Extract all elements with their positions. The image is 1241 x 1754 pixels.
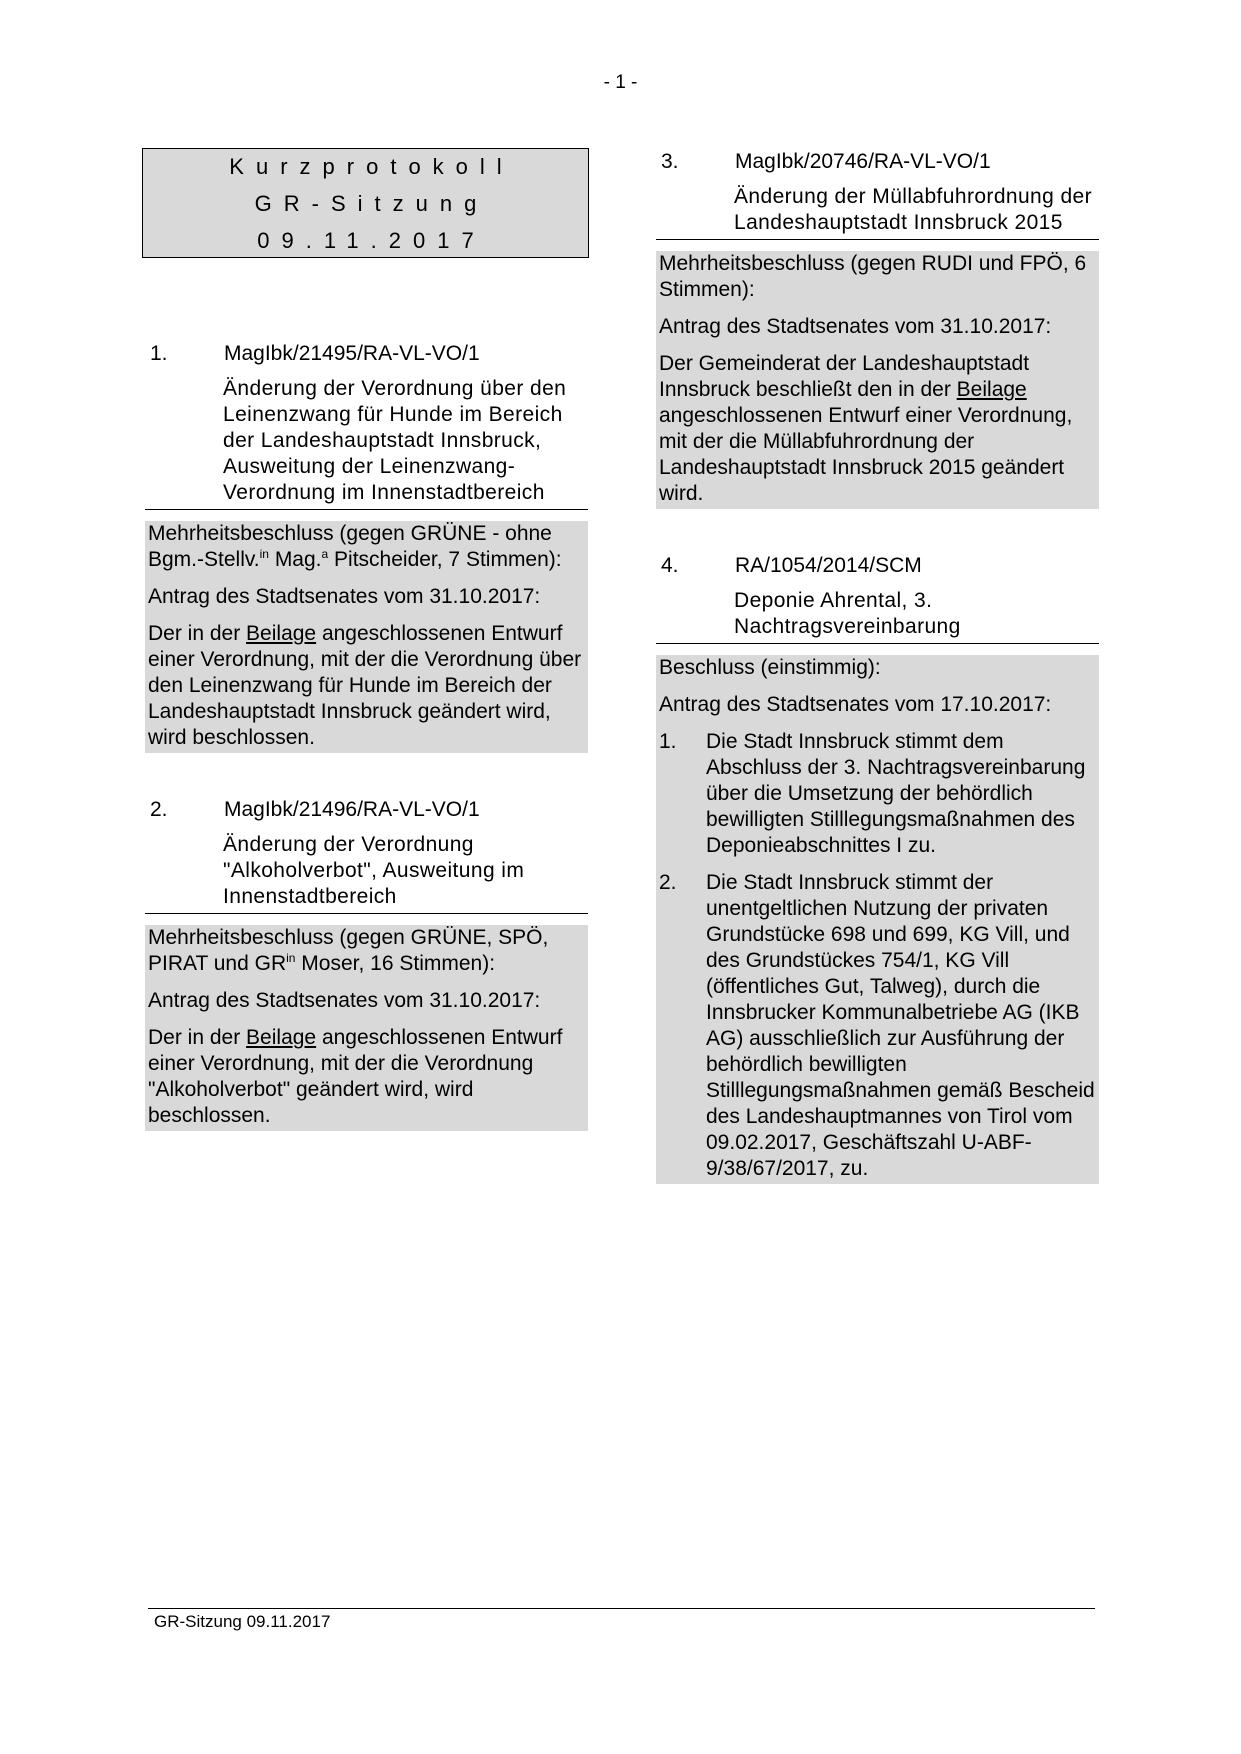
vote-result: Mehrheitsbeschluss (gegen GRÜNE - ohne Bgm.-Stellv.$^{in}$ Mag.$^a$ Pitscheider, 7 Stimmen): [148,522,562,571]
vote-result: Mehrheitsbeschluss (gegen RUDI und FPÖ, 6 Stimmen): [659,252,1087,301]
point-text: Die Stadt Innsbruck stimmt der unentgeltlichen Nutzung der privaten Grundstücke 698 und 699, KG Vill, und des Grundstückes 754/1, KG Vill (öffentliches Gut, Talweg), durch die Innsbrucker Kommunalbetriebe AG (IKB AG) ausschließlich zur Ausführung der behördlich bewilligten Stilllegungsmaßnahmen gemäß Bescheid des Landeshauptmannes von Tirol vom 09.02.2017, Geschäftszahl U-ABF-9/38/67/2017, zu. [706,871,1095,1180]
item-header [656,552,1099,579]
item-number: 2. [150,798,168,821]
resolution-block [145,925,588,1131]
title-line-3: 09.11.2017 [257,227,486,253]
resolution-text: Der in der Beilage angeschlossenen Entwurf einer Verordnung, mit der die Verordnung "Alkoholverbot" geändert wird, wird beschlossen. [148,1026,563,1127]
item-subject: Deponie Ahrental, 3. Nachtragsvereinbarung [656,588,1099,644]
item-number: 4. [661,554,679,577]
motion-line: Antrag des Stadtsenates vom 31.10.2017: [659,315,1052,338]
motion-line: Antrag des Stadtsenates vom 17.10.2017: [659,693,1052,716]
item-number: 3. [661,150,679,173]
item-reference: RA/1054/2014/SCM [735,554,922,577]
page-number: - 1 - [603,72,638,93]
item-header [145,796,588,823]
title-line-1: Kurzprotokoll [229,153,514,179]
point-number: 2. [659,871,677,894]
agenda-item-3 [656,148,1099,509]
beilage-link[interactable]: Beilage [956,378,1027,401]
point-text: Die Stadt Innsbruck stimmt dem Abschluss der 3. Nachtragsvereinbarung über die Umsetzung der behördlich bewilligten Stilllegungsmaßnahmen des Deponieabschnittes I zu. [706,730,1086,857]
resolution-block [145,521,588,753]
beilage-link[interactable]: Beilage [246,622,317,645]
point-number: 1. [659,730,677,753]
item-reference: MagIbk/20746/RA-VL-VO/1 [735,150,991,173]
beilage-link[interactable]: Beilage [246,1026,317,1049]
vote-result: Mehrheitsbeschluss (gegen GRÜNE, SPÖ, PIRAT und $GR^{in}$ Moser, 16 Stimmen): [148,926,549,975]
resolution-block [656,251,1099,509]
footer-text: GR-Sitzung 09.11.2017 [154,1612,331,1631]
agenda-item-2 [145,796,588,1131]
item-subject: Änderung der Müllabfuhrordnung der Landeshauptstadt Innsbruck 2015 [656,184,1099,240]
item-subject: Änderung der Verordnung "Alkoholverbot", Ausweitung im Innenstadtbereich [145,832,588,914]
item-number: 1. [150,342,168,365]
title-line-2: GR-Sitzung [254,190,489,216]
motion-line: Antrag des Stadtsenates vom 31.10.2017: [148,585,541,608]
item-header [656,148,1099,175]
item-header [145,340,588,367]
resolution-block [656,655,1099,1184]
item-reference: MagIbk/21495/RA-VL-VO/1 [224,342,480,365]
right-column [656,148,1099,1184]
left-column [145,148,588,1131]
item-reference: MagIbk/21496/RA-VL-VO/1 [224,798,480,821]
resolution-point [659,870,1096,1182]
resolution-text: Der Gemeinderat der Landeshauptstadt Innsbruck beschließt den in der Beilage angeschlossenen Entwurf einer Verordnung, mit der die Müllabfuhrordnung der Landeshauptstadt Innsbruck 2015 geändert wird. [659,352,1073,505]
footer-divider [148,1608,1095,1609]
vote-result: Beschluss (einstimmig): [659,656,881,679]
agenda-item-1 [145,340,588,753]
resolution-text: Der in der Beilage angeschlossenen Entwurf einer Verordnung, mit der die Verordnung über den Leinenzwang für Hunde im Bereich der Landeshauptstadt Innsbruck geändert wird, wird beschlossen. [148,622,582,749]
item-subject: Änderung der Verordnung über den Leinenzwang für Hunde im Bereich der Landeshauptstadt Innsbruck, Ausweitung der Leinenzwang-Verordnung im Innenstadtbereich [145,376,588,510]
motion-line: Antrag des Stadtsenates vom 31.10.2017: [148,989,541,1012]
agenda-item-4 [656,552,1099,1184]
resolution-points [659,729,1096,1182]
resolution-point [659,729,1096,859]
title-box [142,148,589,258]
